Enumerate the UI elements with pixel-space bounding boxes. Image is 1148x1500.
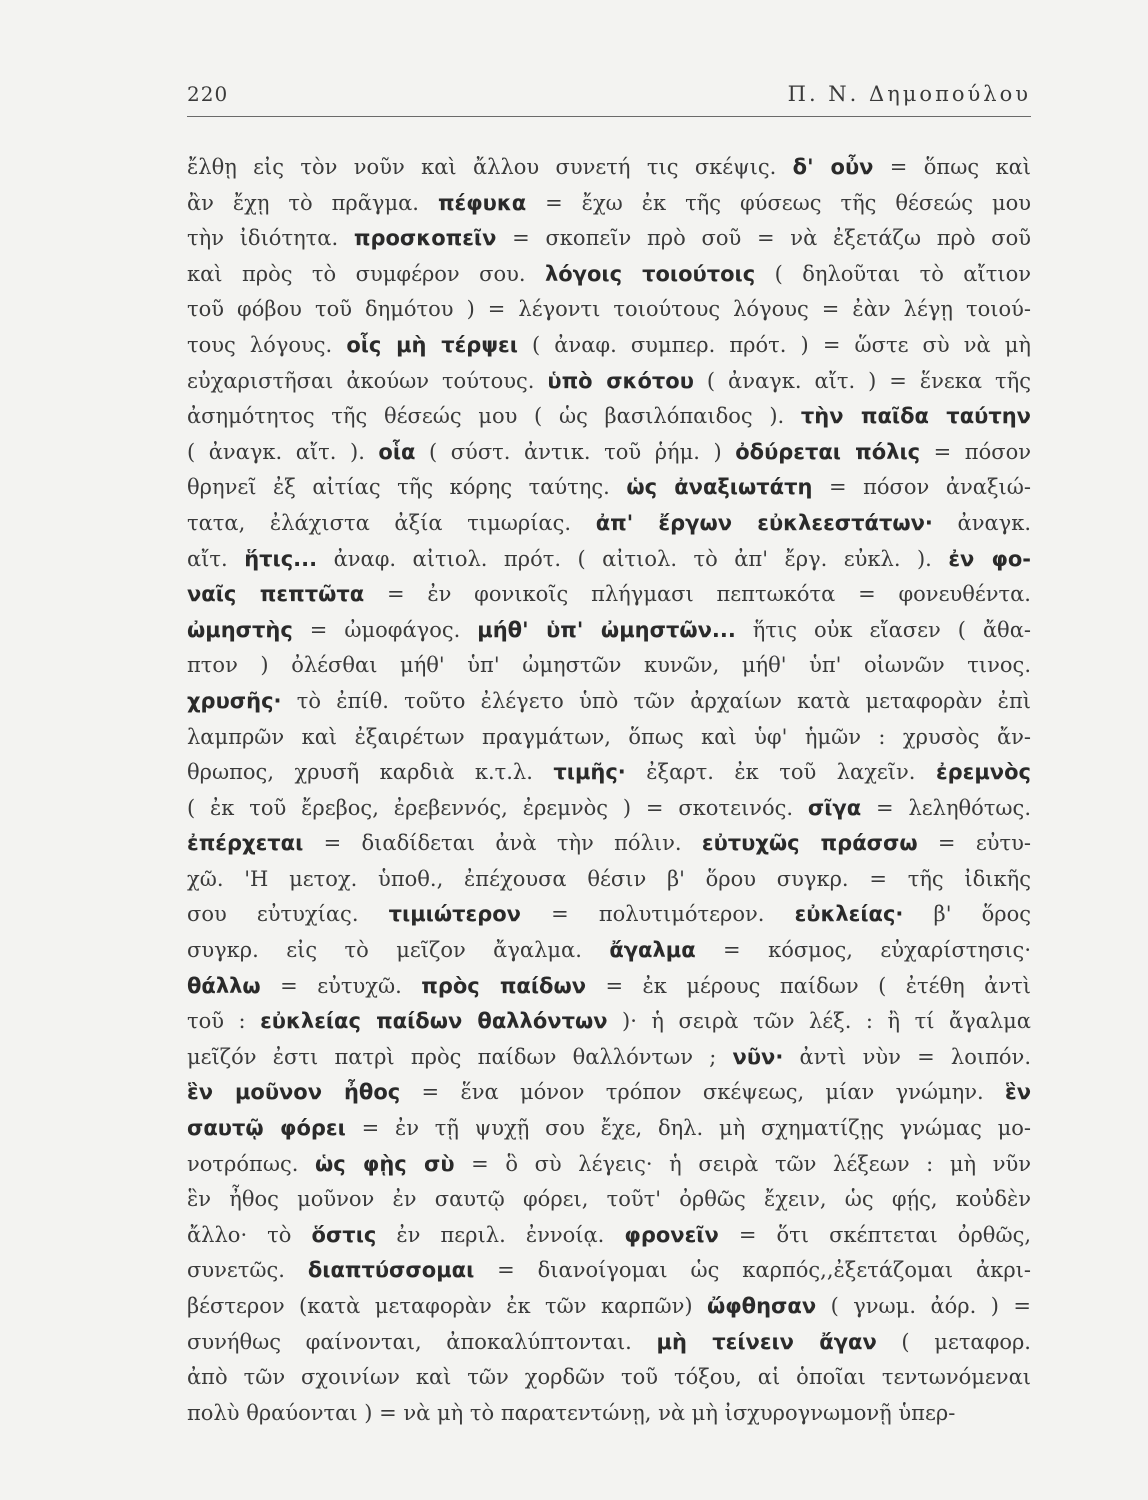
text-segment: = διαδίδεται ἀνὰ τὴν πόλιν. (303, 831, 702, 856)
bold-term: μὴ τείνειν ἄγαν (656, 1329, 877, 1354)
text-segment: ἐξαρτ. ἐκ τοῦ λαχεῖν. (625, 760, 936, 785)
body-text (187, 150, 1031, 1431)
text-line (187, 1182, 1031, 1218)
text-segment: χῶ. 'Η μετοχ. ὑποθ., ἐπέχουσα θέσιν β' ὅρου συγκρ. = τῆς ἰδικῆς (187, 866, 1031, 891)
text-segment: συγκρ. εἰς τὸ μεῖζον ἄγαλμα. (187, 938, 610, 963)
text-segment: ἔλθῃ εἰς τὸν νοῦν καὶ ἄλλου συνετή τις σκέψις. (187, 155, 793, 179)
text-segment: ἀναγκ. (932, 510, 1031, 535)
text-segment: ἥτις οὐκ εἴασεν ( ἄθα- (735, 617, 1031, 642)
text-segment: ἂν ἔχῃ τὸ πρᾶγμα. (187, 190, 438, 215)
bold-term: μήθ' ὑπ' ὠμηστῶν... (477, 617, 736, 642)
text-segment: ( ἐκ τοῦ ἔρεβος, ἐρεβεννός, ἐρεμνὸς ) = σκοτεινός. (187, 795, 808, 820)
bold-term: θάλλω (187, 973, 261, 998)
bold-term: δ' οὖν (792, 155, 874, 179)
bold-term: λόγοις τοιούτοις (544, 261, 756, 286)
bold-term: ὅστις (311, 1222, 377, 1247)
bold-term: διαπτύσσομαι (307, 1258, 475, 1283)
bold-term: χρυσῆς· (187, 688, 282, 713)
bold-term: ὡς ἀναξιωτάτη (626, 475, 813, 500)
text-line (187, 613, 1031, 649)
text-line (187, 257, 1031, 293)
text-segment: = κόσμος, εὐχαρίστησις· (695, 938, 1031, 963)
text-segment: σου εὐτυχίας. (187, 902, 389, 927)
bold-term: σῖγα (807, 795, 862, 820)
text-segment: ἄλλο· τὸ (187, 1222, 312, 1247)
text-segment: συνήθως φαίνονται, ἀποκαλύπτονται. (187, 1329, 657, 1354)
running-title: Π. Ν. Δημοπούλου (787, 82, 1031, 106)
text-segment: = λεληθότως. (861, 795, 1031, 820)
bold-term: ἓν μοῦνον ἦθος (187, 1080, 401, 1105)
bold-term: πέφυκα (437, 190, 527, 215)
bold-term: ἄγαλμα (609, 938, 696, 963)
text-segment: ( δηλοῦται τὸ αἴτιον (755, 261, 1031, 286)
bold-term: φρονεῖν (624, 1222, 719, 1247)
text-segment: ἐν περιλ. ἐννοίᾳ. (376, 1222, 625, 1247)
header-rule (187, 116, 1031, 117)
text-line (187, 1289, 1031, 1325)
bold-term: ὠμηστὴς (187, 617, 293, 642)
text-segment: βέστερον (κατὰ μεταφορὰν ἐκ τῶν καρπῶν) (187, 1294, 707, 1318)
text-segment: = διανοίγομαι ὡς καρπός,,ἐξετάζομαι ἀκρι- (474, 1258, 1031, 1283)
text-segment: πτον ) ὀλέσθαι μήθ' ὑπ' ὠμηστῶν κυνῶν, μήθ' ὑπ' οἰωνῶν τινος. (187, 653, 1031, 678)
text-line (187, 150, 1031, 186)
text-segment: = ὃ σὺ λέγεις· ἡ σειρὰ τῶν λέξεων : μὴ νῦν (454, 1151, 1031, 1176)
text-line (187, 897, 1031, 933)
bold-term: ὀδύρεται πόλις (735, 439, 921, 464)
text-segment: νοτρόπως. (187, 1151, 315, 1176)
text-line (187, 328, 1031, 364)
bold-term: τὴν παῖδα ταύτην (800, 404, 1031, 429)
text-segment: = ἐν τῇ ψυχῇ σου ἔχε, δηλ. μὴ σχηματίζῃς γνώμας μο- (345, 1116, 1031, 1141)
text-segment: ( ἀναφ. συμπερ. πρότ. ) = ὥστε σὺ νὰ μὴ (517, 332, 1031, 357)
text-line (187, 791, 1031, 827)
text-line (187, 720, 1031, 756)
bold-term: οἷα (378, 439, 416, 464)
text-segment: αἴτ. (187, 546, 245, 571)
text-segment: πολὺ θραύονται ) = νὰ μὴ τὸ παρατεντώνῃ, νὰ μὴ ἰσχυρογνωμονῇ ὑπερ- (187, 1400, 956, 1425)
bold-term: ὑπὸ σκότου (547, 368, 694, 393)
text-segment: συνετῶς. (187, 1258, 308, 1283)
bold-term: εὐκλείας παίδων θαλλόντων (260, 1009, 608, 1034)
text-line (187, 648, 1031, 684)
text-segment: = πολυτιμότερον. (520, 902, 795, 927)
text-segment: ἀντὶ νὺν = λοιπόν. (783, 1044, 1031, 1069)
bold-term: ἀπ' ἔργων εὐκλεεστάτων· (595, 510, 933, 535)
text-segment: τους λόγους. (187, 332, 347, 357)
text-line (187, 399, 1031, 435)
page-header (187, 78, 1031, 112)
text-line (187, 221, 1031, 257)
text-line (187, 1004, 1031, 1040)
text-segment: = εὐτυ- (917, 831, 1031, 856)
text-line (187, 1325, 1031, 1361)
bold-term: ἐρεμνὸς (935, 760, 1031, 785)
text-line (187, 506, 1031, 542)
text-segment: λαμπρῶν καὶ ἐξαιρέτων πραγμάτων, ὅπως καὶ ὑφ' ἡμῶν : χρυσὸς ἄν- (187, 724, 1031, 749)
text-segment: = πόσον (920, 439, 1031, 464)
text-line (187, 1253, 1031, 1289)
text-line (187, 684, 1031, 720)
bold-term: πρὸς παίδων (421, 973, 587, 998)
text-line (187, 1040, 1031, 1076)
text-segment: = σκοπεῖν πρὸ σοῦ = νὰ ἐξετάζω πρὸ σοῦ (496, 226, 1031, 251)
text-segment: = ὅπως καὶ (873, 155, 1031, 179)
text-segment: ( ἀναγκ. αἴτ. ) = ἕνεκα τῆς (693, 368, 1031, 393)
text-line (187, 969, 1031, 1005)
text-line (187, 470, 1031, 506)
text-segment: ( γνωμ. ἀόρ. ) = (816, 1294, 1031, 1318)
text-line (187, 186, 1031, 222)
bold-term: ναῖς πεπτῶτα (187, 582, 365, 607)
text-segment: = πόσον ἀναξιώ- (812, 475, 1031, 500)
bold-term: τιμῆς· (553, 760, 626, 785)
text-segment: ( ἀναγκ. αἴτ. ). (187, 439, 379, 464)
text-line (187, 577, 1031, 613)
bold-term: ἓν (1005, 1080, 1031, 1105)
text-line (187, 1111, 1031, 1147)
text-segment: ἀπὸ τῶν σχοινίων καὶ τῶν χορδῶν τοῦ τόξου, αἱ ὁποῖαι τεντωνόμεναι (187, 1365, 1031, 1390)
text-line (187, 755, 1031, 791)
text-segment: τατα, ἐλάχιστα ἀξία τιμωρίας. (187, 510, 596, 535)
text-segment: τοῦ : (187, 1009, 261, 1034)
bold-term: εὐτυχῶς πράσσω (701, 831, 918, 856)
bold-term: οἷς μὴ τέρψει (346, 332, 518, 357)
text-segment: μεῖζόν ἐστι πατρὶ πρὸς παίδων θαλλόντων ; (187, 1044, 733, 1069)
text-segment: ἀσημότητος τῆς θέσεώς μου ( ὡς βασιλόπαιδος ). (187, 404, 801, 429)
text-segment: τοῦ φόβου τοῦ δημότου ) = λέγοντι τοιούτους λόγους = ἐὰν λέγῃ τοιού- (187, 297, 1031, 322)
text-line (187, 435, 1031, 471)
bold-term: ἐπέρχεται (187, 831, 304, 856)
bold-term: εὐκλείας· (794, 902, 904, 927)
bold-term: νῦν· (732, 1044, 784, 1069)
text-segment: = ἕνα μόνον τρόπον σκέψεως, μίαν γνώμην. (400, 1080, 1005, 1105)
text-segment: θρωπος, χρυσῆ καρδιὰ κ.τ.λ. (187, 760, 554, 785)
text-segment: θρηνεῖ ἐξ αἰτίας τῆς κόρης ταύτης. (187, 475, 627, 500)
bold-term: τιμιώτερον (388, 902, 521, 927)
text-line (187, 364, 1031, 400)
text-segment: ( μεταφορ. (876, 1329, 1031, 1354)
text-segment: = ἔχω ἐκ τῆς φύσεως τῆς θέσεώς μου (526, 190, 1031, 215)
text-segment: = ὠμοφάγος. (292, 617, 478, 642)
bold-term: ὡς φῂς σὺ (314, 1151, 455, 1176)
text-segment: ἀναφ. αἰτιολ. πρότ. ( αἰτιολ. τὸ ἀπ' ἔργ. εὐκλ. ). (317, 546, 949, 571)
text-line (187, 1396, 1031, 1432)
text-segment: τὸ ἐπίθ. τοῦτο ἐλέγετο ὑπὸ τῶν ἀρχαίων κατὰ μεταφορὰν ἐπὶ (281, 688, 1031, 713)
page-number: 220 (187, 82, 229, 106)
text-line (187, 933, 1031, 969)
bold-term: ἥτις... (244, 546, 318, 571)
text-line (187, 1218, 1031, 1254)
text-segment: = ἐν φονικοῖς πλήγμασι πεπτωκότα = φονευθέντα. (364, 582, 1031, 607)
bold-term: σαυτῷ φόρει (187, 1116, 346, 1141)
bold-term: προσκοπεῖν (353, 226, 497, 251)
text-line (187, 862, 1031, 898)
bold-term: ὤφθησαν (707, 1294, 817, 1318)
text-segment: β' ὅρος (903, 902, 1031, 927)
text-segment: = ἐκ μέρους παίδων ( ἐτέθη ἀντὶ (586, 973, 1031, 998)
text-line (187, 542, 1031, 578)
text-segment: εὐχαριστῆσαι ἀκούων τούτους. (187, 368, 548, 393)
text-segment: καὶ πρὸς τὸ συμφέρον σου. (187, 261, 545, 286)
text-line (187, 1147, 1031, 1183)
text-segment: τὴν ἰδιότητα. (187, 226, 354, 251)
text-segment: )· ἡ σειρὰ τῶν λέξ. : ἢ τί ἄγαλμα (607, 1009, 1031, 1034)
bold-term: ἐν φο- (948, 546, 1031, 571)
text-segment: = ὅτι σκέπτεται ὀρθῶς, (718, 1222, 1031, 1247)
text-line (187, 1075, 1031, 1111)
text-line (187, 1360, 1031, 1396)
text-line (187, 292, 1031, 328)
text-segment: = εὐτυχῶ. (260, 973, 422, 998)
text-line (187, 826, 1031, 862)
text-segment: ἓν ἦθος μοῦνον ἐν σαυτῷ φόρει, τοῦτ' ὀρθῶς ἔχειν, ὡς φῄς, κοὐδὲν (187, 1187, 1031, 1212)
text-segment: ( σύστ. ἀντικ. τοῦ ῥήμ. ) (415, 439, 736, 464)
